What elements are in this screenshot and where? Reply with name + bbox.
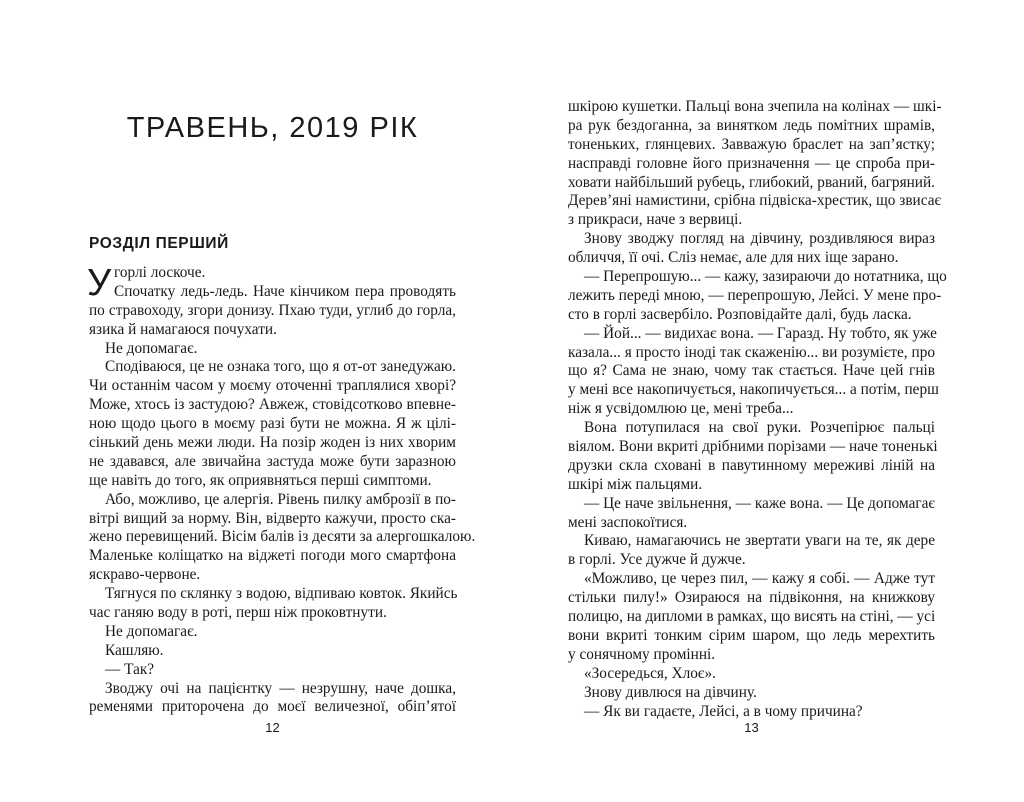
text-line: горлі лоскоче. (114, 264, 206, 281)
text-line: казала... я просто іноді так скаженію... ви розумієте, про (568, 343, 935, 361)
text-line: в горлі. Усе дужче й дужче. (568, 551, 746, 569)
text-line: «Можливо, це через пил, — кажу я собі. — Адже тут (584, 570, 935, 588)
text-line: — Перепрошую... — кажу, зазираючи до нотатника, що (584, 268, 947, 286)
page-number-left: 12 (265, 720, 280, 735)
text-line: лежить переді мною, — перепрошую, Лейсі. У мене про- (568, 286, 942, 304)
text-line: Спочатку ледь-ледь. Наче кінчиком пера проводять (114, 282, 456, 300)
text-line: друзки скла сховані в павутинному мереживі ліній на (568, 456, 935, 474)
text-line: Кашляю. (105, 641, 164, 659)
text-line: Маленьке коліщатко на віджеті погоди мого смартфона (89, 547, 456, 565)
right-page-text (568, 98, 947, 721)
text-line: віялом. Вони вкриті дрібними порізами — наче тоненькі (568, 438, 938, 456)
text-line: ременями приторочена до моєї величезної, обіп’ятої (89, 698, 456, 716)
text-line: Тягнуся по склянку з водою, відпиваю ковток. Якийсь (105, 585, 458, 603)
text-line: вітрі вищий за норму. Він, відверто кажучи, просто ска- (89, 509, 456, 527)
text-line: Дерев’яні намистини, срібна підвіска-хрестик, що звисає (568, 192, 942, 210)
text-line: час ганяю воду в роті, перш ніж проковтнути. (89, 604, 387, 622)
text-line: Киваю, намагаючись не звертати уваги на те, як дере (584, 532, 935, 550)
text-line: у сонячному промінні. (568, 645, 716, 663)
text-line: ра рук бездоганна, за винятком ледь помітних шрамів, (568, 116, 935, 134)
drop-cap: У (87, 262, 112, 304)
text-line: стільки пилу!» Озираюся на підвіконня, на книжкову (568, 589, 935, 607)
text-line: Може, хтось із застудою? Авжеж, стовідсотково впевне- (89, 396, 456, 414)
text-line: — Так? (105, 660, 155, 678)
text-line: Знову зводжу погляд на дівчину, роздивляюся вираз (584, 230, 935, 248)
text-line: ніж я усвідомлюю це, мені треба... (568, 400, 794, 418)
text-line: жено перевищений. Вісім балів із десяти за алергошкалою. (89, 528, 476, 546)
text-line: Чи останнім часом у моєму оточенні траплялися хворі? (89, 377, 456, 395)
page-number-right: 13 (744, 720, 759, 735)
text-line: Знову дивлюся на дівчину. (584, 683, 757, 701)
text-line: Сподіваюся, це не ознака того, що я от-от занедужаю. (105, 358, 456, 376)
text-line: вони вкриті тонким сірим шаром, що ледь мерехтить (568, 626, 935, 644)
text-line: язика й намагаюся почухати. (89, 320, 277, 338)
text-line: Зводжу очі на пацієнтку — незрушну, наче дошка, (105, 679, 456, 697)
right-page (568, 0, 947, 802)
text-line: — Як ви гадаєте, Лейсі, а в чому причина? (584, 702, 863, 720)
text-line: ховати найбільший рубець, глибокий, рваний, багряний. (568, 173, 935, 191)
chapter-title: ТРАВЕНЬ, 2019 РІК (126, 112, 419, 144)
text-line: сінький день межи люди. На позір жоден із них хворим (89, 434, 456, 452)
text-line: насправді головне його призначення — це спроба при- (568, 154, 935, 172)
text-line: тоненьких, глянцевих. Завважую браслет на зап’ястку; (568, 135, 935, 153)
text-line: обличчя, її очі. Сліз немає, але для них іще зарано. (568, 249, 899, 267)
text-line: у мені все накопичується, накопичується... а потім, перш (568, 381, 939, 399)
text-line: по стравоходу, згори донизу. Пхаю туди, углиб до горла, (89, 301, 456, 319)
text-line: Або, можливо, це алергія. Рівень пилку амброзії в по- (105, 490, 456, 508)
left-page (87, 0, 476, 802)
text-line: сто в горлі засвербіло. Розповідайте далі, будь ласка. (568, 305, 912, 323)
text-line: — Йой... — видихає вона. — Гаразд. Ну тобто, як уже (584, 324, 937, 342)
text-line: Не допомагає. (105, 339, 198, 357)
text-line: мені заспокоїтися. (568, 513, 688, 531)
left-page-text (87, 262, 476, 717)
text-line: — Це наче звільнення, — каже вона. — Це допомагає (584, 494, 935, 512)
text-line: ще навіть до того, як оприявняться перші симптоми. (89, 471, 432, 489)
text-line: що я? Сама не знаю, чому так стається. Наче цей гнів (568, 362, 935, 380)
text-line: Вона потупилася на свої руки. Розчепірює пальці (584, 419, 935, 437)
text-line: шкірі між пальцями. (568, 475, 703, 493)
text-line: з прикраси, наче з вервиці. (568, 211, 743, 229)
text-line: шкірою кушетки. Пальці вона зчепила на колінах — шкі- (568, 98, 942, 115)
section-title: РОЗДІЛ ПЕРШИЙ (89, 235, 229, 252)
text-line: Не допомагає. (105, 622, 198, 640)
text-line: «Зосередься, Хлоє». (584, 664, 716, 682)
text-line: не здавався, але звичайна застуда може бути заразною (89, 452, 456, 470)
text-line: яскраво-червоне. (89, 566, 201, 584)
text-line: полицю, на дипломи в рамках, що висять на стіні, — усі (568, 608, 936, 626)
text-line: ною щодо цього в моєму разі бути не можна. Я ж цілі- (89, 415, 456, 433)
